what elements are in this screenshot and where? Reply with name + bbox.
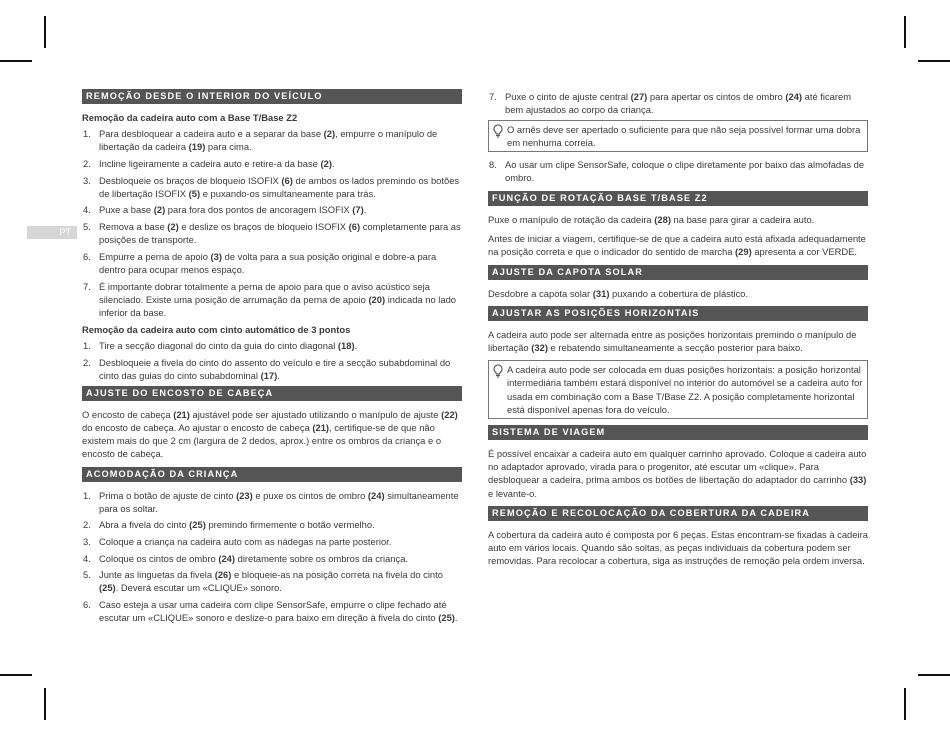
step-text: Remova a base (2) e deslize os braços de bloqueio ISOFIX (6) completamente para as posições de transporte.: [99, 220, 461, 246]
step-list: [488, 90, 868, 116]
list-item: [82, 598, 462, 624]
section-header: AJUSTE DA CAPOTA SOLAR: [488, 265, 868, 280]
step-number: 7.: [489, 91, 497, 102]
section-header: AJUSTAR AS POSIÇÕES HORIZONTAIS: [488, 306, 868, 321]
step-text: Para desbloquear a cadeira auto e a separar da base (2), empurre o manípulo de libertação da cadeira (19) para cima.: [99, 128, 438, 153]
lightbulb-icon: [492, 124, 504, 138]
step-text: Coloque os cintos de ombro (24) diretamente sobre os ombros da criança.: [99, 552, 409, 564]
step-text: Desbloqueie a fivela do cinto do assento do veículo e tire a secção subabdominal do cinto das guias do cinto subabdominal (17).: [99, 356, 451, 382]
step-text: Coloque a criança na cadeira auto com as nádegas na parte posterior.: [99, 535, 392, 547]
note-box: [488, 360, 868, 419]
step-number: 1.: [83, 128, 91, 140]
step-number: 1.: [83, 489, 91, 501]
lightbulb-icon: [492, 364, 504, 378]
section-header: REMOÇÃO E RECOLOCAÇÃO DA COBERTURA DA CADEIRA: [488, 506, 868, 521]
paragraph: Desdobre a capota solar (31) puxando a cobertura de plástico.: [488, 287, 749, 299]
list-item: [82, 568, 462, 594]
note-text: O arnês deve ser apertado o suficiente para que não seja possível formar uma dobra em nenhuma correia.: [507, 123, 861, 148]
crop-mark: [904, 16, 906, 48]
paragraph: Antes de iniciar a viagem, certifique-se de que a cadeira auto está afixada adequadamente na posição correta e que o indicador do sentido de marcha (29) apresenta a cor VERDE.: [488, 233, 866, 258]
crop-mark: [918, 674, 950, 676]
step-text: É importante dobrar totalmente a perna de apoio para que o aviso acústico seja silenciado. Existe uma posição de arrumação da perna de apoio (20) indicada no lado inferior da base.: [99, 280, 456, 318]
crop-mark: [44, 16, 46, 48]
step-list: [82, 489, 462, 625]
step-number: 4.: [83, 204, 91, 216]
step-list: [82, 339, 462, 382]
list-item: [82, 356, 462, 382]
list-item: [82, 250, 462, 276]
section-header: SISTEMA DE VIAGEM: [488, 425, 868, 440]
step-number: 6.: [83, 598, 91, 610]
step-text: Caso esteja a usar uma cadeira com clipe SensorSafe, empurre o clipe fechado até escutar um «CLIQUE» sonoro e deslize-o para baixo em direção à fivela do cinto (25).: [99, 598, 458, 624]
crop-mark: [0, 674, 32, 676]
list-item: [82, 127, 462, 153]
step-number: 1.: [83, 340, 91, 352]
list-item: [82, 174, 462, 200]
left-column: [82, 89, 462, 628]
step-number: 2.: [83, 158, 91, 169]
section-header: FUNÇÃO DE ROTAÇÃO BASE T/BASE Z2: [488, 191, 868, 206]
step-text: Ao usar um clipe SensorSafe, coloque o clipe diretamente por baixo das almofadas de ombro.: [505, 159, 865, 184]
step-text: Junte as linguetas da fivela (26) e bloqueie-as na posição correta na fivela do cinto (25). Deverá escutar um «CLIQUE» sonoro.: [99, 569, 443, 594]
step-number: 2.: [83, 519, 91, 531]
paragraph: O encosto de cabeça (21) ajustável pode ser ajustado utilizando o manípulo de ajuste (22) do encosto de cabeça. Ao ajustar o encosto de cabeça (21), certifique-se de que não existem mais do que 2 cm (largura de 2 dedos, aprox.) entre os ombros da criança e o encosto de cabeça.: [82, 408, 458, 460]
step-text: Tire a secção diagonal do cinto da guia do cinto diagonal (18).: [99, 340, 358, 352]
step-number: 7.: [83, 280, 91, 292]
section-header: ACOMODAÇÃO DA CRIANÇA: [82, 467, 462, 482]
paragraph: A cadeira auto pode ser alternada entre as posições horizontais premindo o manípulo de libertação (32) e rebatendo simultaneamente a secção posterior para baixo.: [488, 328, 857, 354]
step-text: Abra a fivela do cinto (25) premindo firmemente o botão vermelho.: [99, 519, 375, 531]
list-item: [82, 220, 462, 246]
right-column: [488, 90, 868, 573]
step-text: Empurre a perna de apoio (3) de volta para a sua posição original e dobre-a para dentro para ocupar menos espaço.: [99, 250, 437, 275]
crop-mark: [918, 60, 950, 62]
crop-mark: [44, 688, 46, 720]
step-number: 3.: [83, 535, 91, 547]
step-number: 6.: [83, 250, 91, 262]
list-item: [82, 489, 462, 515]
step-text: Desbloqueie os braços de bloqueio ISOFIX (6) de ambos os lados premindo os botões de libertação ISOFIX (5) e puxando-os simultaneamente para trás.: [99, 174, 460, 199]
paragraph: Puxe o manípulo de rotação da cadeira (28) na base para girar a cadeira auto.: [488, 214, 815, 225]
step-number: 5.: [83, 569, 91, 581]
step-number: 5.: [83, 220, 91, 232]
list-item: [488, 158, 868, 184]
step-number: 4.: [83, 552, 91, 564]
crop-mark: [904, 688, 906, 720]
list-item: [82, 552, 462, 565]
crop-mark: [0, 60, 32, 62]
language-tab: PT: [27, 226, 77, 239]
step-text: Puxe o cinto de ajuste central (27) para apertar os cintos de ombro (24) até ficarem bem ajustados ao corpo da criança.: [505, 91, 852, 116]
list-item: [488, 90, 868, 116]
step-list: [488, 158, 868, 184]
list-item: [82, 280, 462, 320]
step-number: 8.: [489, 159, 497, 171]
list-item: [82, 157, 462, 170]
step-number: 2.: [83, 356, 91, 368]
step-number: 3.: [83, 174, 91, 186]
section-header: REMOÇÃO DESDE O INTERIOR DO VEÍCULO: [82, 89, 462, 104]
paragraph: É possível encaixar a cadeira auto em qualquer carrinho aprovado. Coloque a cadeira auto no adaptador aprovado, virada para o progenitor, até escutar um «clique». Para desbloquear a cadeira, prima ambos os botões de libertação do adaptador do carrinho (33) e levante-o.: [488, 448, 867, 499]
note-text: A cadeira auto pode ser colocada em duas posições horizontais: a posição horizontal intermediária também estará disponível no interior do automóvel se a cadeira auto for usada em combinação com a Base T/Base Z2. A posição completamente horizontal está disponível apenas fora do veículo.: [507, 364, 863, 415]
note-box: [488, 120, 868, 152]
list-item: [82, 518, 462, 531]
step-text: Puxe a base (2) para fora dos pontos de ancoragem ISOFIX (7).: [99, 204, 367, 216]
subheading: Remoção da cadeira auto com cinto automático de 3 pontos: [82, 324, 351, 336]
list-item: [82, 535, 462, 548]
list-item: [82, 203, 462, 216]
subheading: Remoção da cadeira auto com a Base T/Base Z2: [82, 112, 298, 123]
list-item: [82, 339, 462, 352]
section-header: AJUSTE DO ENCOSTO DE CABEÇA: [82, 386, 462, 401]
step-list: [82, 127, 462, 319]
step-text: Incline ligeiramente a cadeira auto e retire-a da base (2).: [99, 158, 335, 169]
step-text: Prima o botão de ajuste de cinto (23) e puxe os cintos de ombro (24) simultaneamente para os soltar.: [99, 489, 459, 514]
paragraph: A cobertura da cadeira auto é composta por 6 peças. Estas encontram-se fixadas à cadeira auto em vários locais. Quando são soltas, as peças individuais da cobertura podem ser removidas. Para recolocar a cobertura, siga as instruções de remoção pela ordem inversa.: [488, 528, 868, 567]
